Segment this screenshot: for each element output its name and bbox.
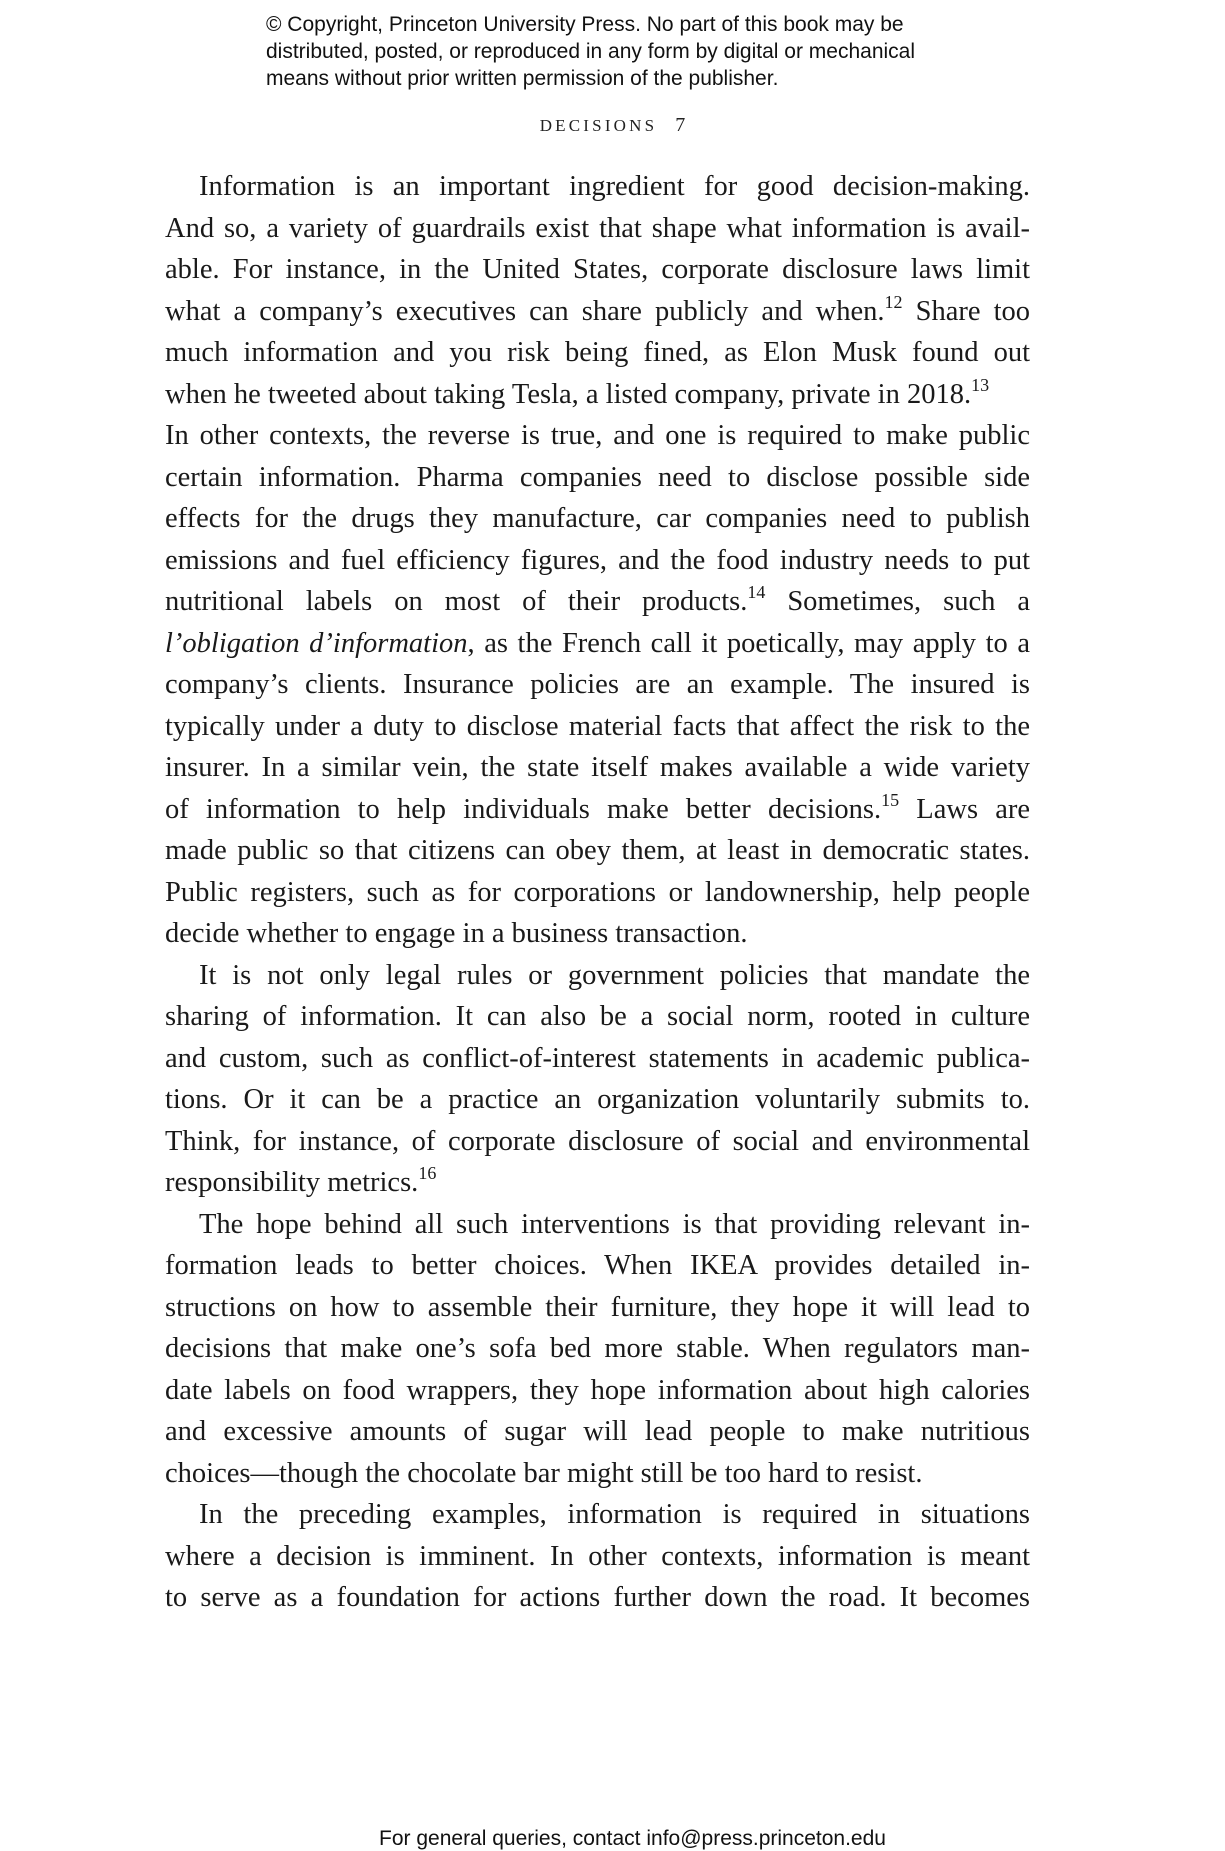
italic-phrase: l’obligation d’information — [165, 627, 468, 659]
text-line: effects for the drugs they manufacture, car companies need to publish — [165, 503, 1030, 534]
paragraph — [165, 1204, 1030, 1495]
text-segment: , as the French call it poetically, may apply to a — [467, 627, 1030, 659]
text-line: certain information. Pharma companies need to disclose possible side — [165, 461, 1030, 493]
text-segment: Sometimes, such a — [765, 586, 1030, 617]
text-segment: Laws are — [899, 793, 1030, 825]
text-segment: what a company’s executives can share publicly and when. — [165, 295, 885, 327]
text-line: structions on how to assemble their furniture, they hope it will lead to — [165, 1291, 1030, 1323]
footnote-ref: 16 — [418, 1163, 437, 1183]
running-head-title: DECISIONS — [539, 116, 658, 135]
text-line: made public so that citizens can obey them, at least in democratic states. — [165, 835, 1030, 866]
text-line — [165, 581, 1030, 623]
text-line — [165, 374, 1030, 416]
text-segment: responsibility metrics. — [165, 1167, 419, 1198]
text-line — [165, 789, 1030, 831]
contact-email: info@press.princeton.edu — [646, 1827, 886, 1850]
text-line: And so, a variety of guardrails exist that shape what information is avail- — [165, 212, 1030, 244]
copyright-line: means without prior written permission of the publisher. — [266, 67, 779, 90]
text-line: where a decision is imminent. In other contexts, information is meant — [165, 1540, 1030, 1572]
text-line: much information and you risk being fined, as Elon Musk found out — [165, 337, 1030, 368]
text-line: and excessive amounts of sugar will lead people to make nutritious — [165, 1416, 1030, 1447]
footer-label: For general queries, contact — [379, 1827, 641, 1850]
footnote-ref: 14 — [747, 582, 766, 602]
text-line — [165, 623, 1030, 665]
text-line: and custom, such as conflict-of-interest statements in academic publica- — [165, 1042, 1030, 1074]
text-line: The hope behind all such interventions is that providing relevant in- — [199, 1208, 1030, 1240]
text-line: Public registers, such as for corporations or landownership, help people — [165, 876, 1030, 908]
text-line: typically under a duty to disclose material facts that affect the risk to the — [165, 710, 1030, 742]
text-line: decide whether to engage in a business transaction. — [165, 918, 748, 949]
text-line: choices—though the chocolate bar might still be too hard to resist. — [165, 1457, 923, 1489]
text-line: In the preceding examples, information is required in situations — [199, 1499, 1030, 1530]
footnote-ref: 15 — [881, 789, 900, 810]
copyright-notice — [266, 11, 1026, 92]
footnote-ref: 13 — [971, 374, 990, 395]
text-line — [165, 291, 1030, 333]
text-line: tions. Or it can be a practice an organization voluntarily submits to. — [165, 1084, 1030, 1115]
paragraph — [165, 1494, 1030, 1619]
text-segment: when he tweeted about taking Tesla, a listed company, private in 2018. — [165, 378, 972, 410]
copyright-line: distributed, posted, or reproduced in any form by digital or mechanical — [266, 40, 916, 63]
text-line: In other contexts, the reverse is true, and one is required to make public — [165, 420, 1030, 451]
text-line: able. For instance, in the United States, corporate disclosure laws limit — [165, 254, 1030, 285]
text-segment: of information to help individuals make better decisions. — [165, 793, 882, 825]
body-text — [165, 166, 1030, 1619]
running-head — [0, 114, 1225, 137]
text-line — [165, 1162, 1030, 1204]
text-line: Think, for instance, of corporate disclosure of social and environmental — [165, 1125, 1030, 1157]
paragraph — [165, 166, 1030, 955]
text-line: company’s clients. Insurance policies are an example. The insured is — [165, 669, 1030, 700]
paragraph — [165, 955, 1030, 1204]
copyright-line: © Copyright, Princeton University Press. No part of this book may be — [266, 13, 904, 36]
text-line: emissions and fuel efficiency figures, and the food industry needs to put — [165, 544, 1030, 576]
text-segment: Share too — [902, 295, 1030, 327]
footnote-ref: 12 — [884, 291, 903, 312]
text-line: formation leads to better choices. When IKEA provides detailed in- — [165, 1250, 1030, 1281]
text-line: date labels on food wrappers, they hope information about high calories — [165, 1374, 1030, 1406]
page-number: 7 — [675, 114, 686, 136]
text-line: insurer. In a similar vein, the state itself makes available a wide variety — [165, 752, 1030, 783]
text-line: to serve as a foundation for actions further down the road. It becomes — [165, 1582, 1030, 1613]
text-segment: nutritional labels on most of their products. — [165, 586, 748, 617]
text-line: sharing of information. It can also be a social norm, rooted in culture — [165, 1001, 1030, 1032]
text-line: Information is an important ingredient for good decision-making. — [199, 171, 1030, 202]
footer — [0, 1827, 1225, 1851]
text-line: decisions that make one’s sofa bed more stable. When regulators man- — [165, 1333, 1030, 1364]
text-line: It is not only legal rules or government policies that mandate the — [199, 959, 1030, 991]
